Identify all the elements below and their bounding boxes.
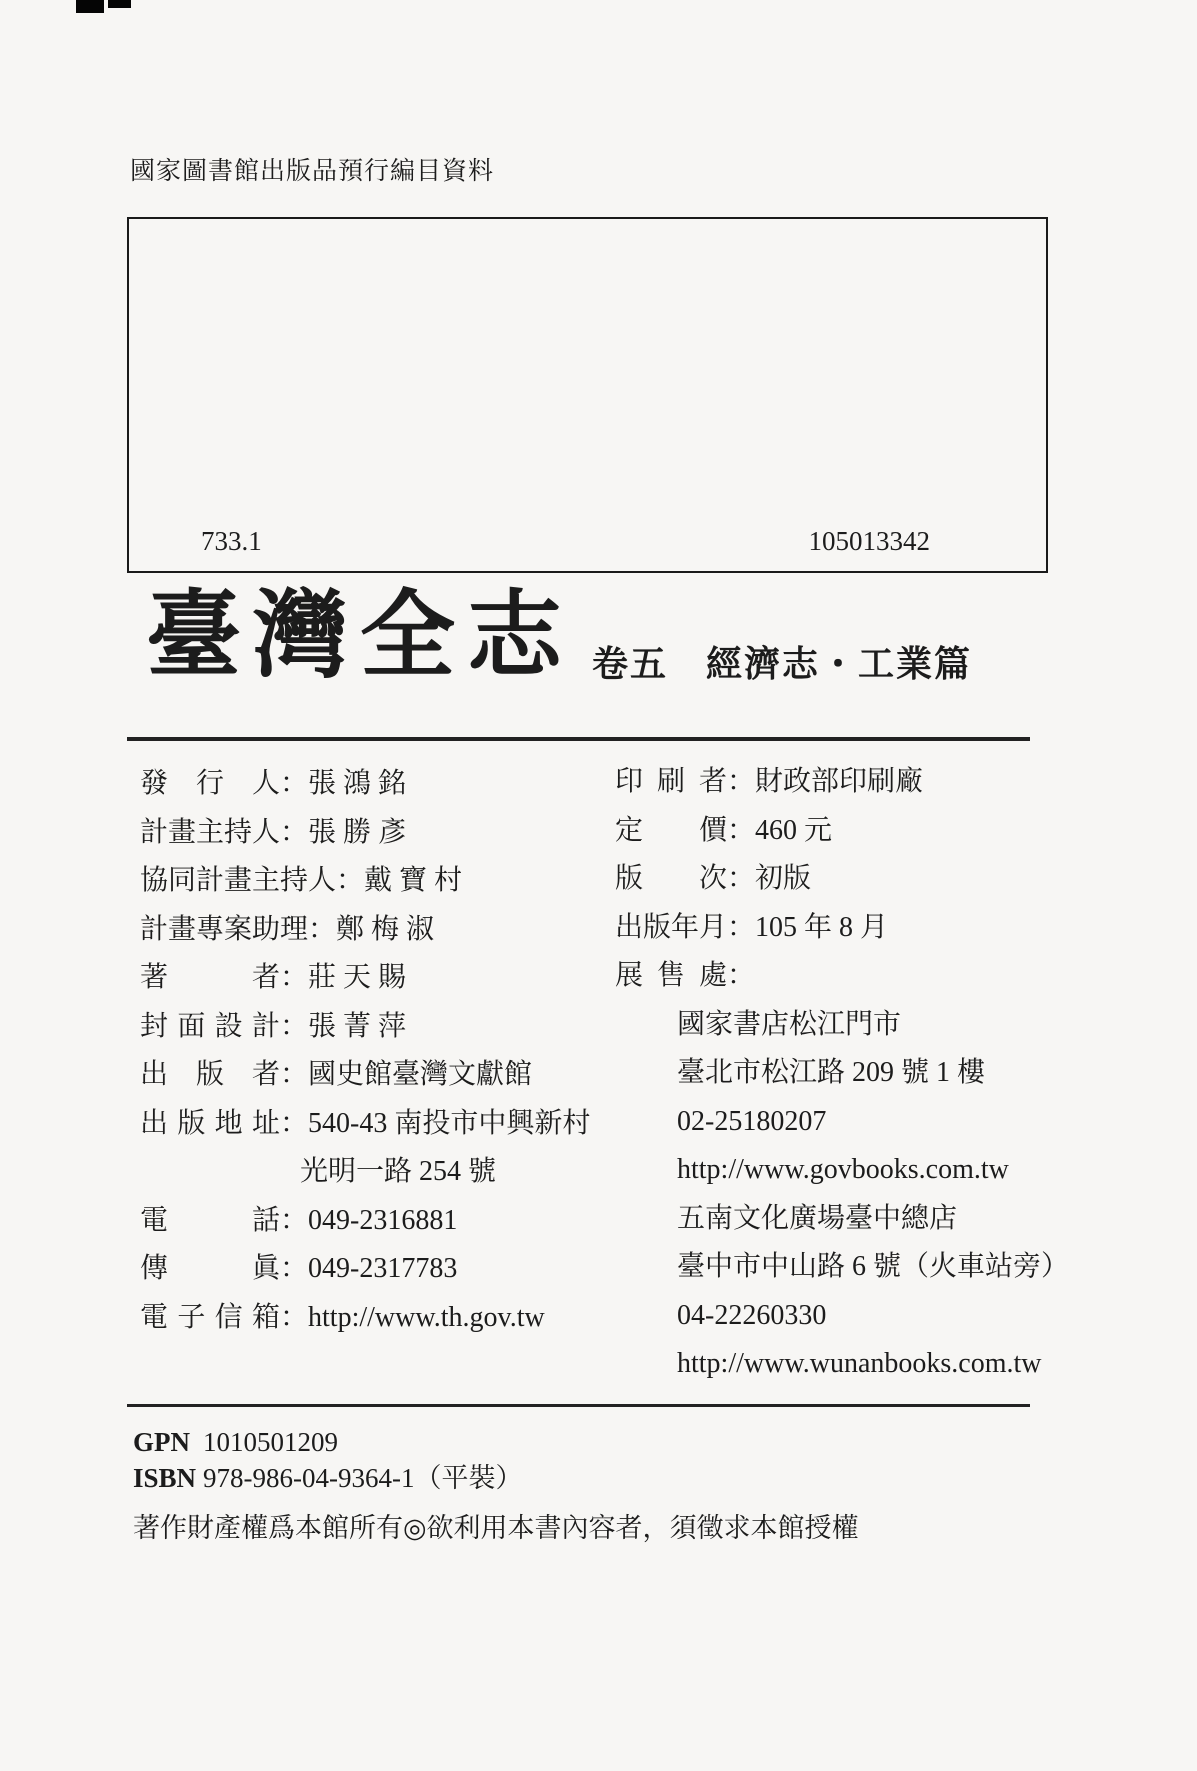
row-value: 張 菁 萍 (308, 1010, 407, 1042)
row-label: 出版地址 (140, 1107, 280, 1139)
row-label: 電子信箱 (140, 1301, 280, 1333)
colophon-row (615, 1146, 1135, 1195)
row-colon: ： (727, 911, 756, 943)
row-colon: ： (280, 816, 309, 848)
row-label: 計畫主持人 (140, 816, 281, 848)
row-colon: ： (280, 768, 309, 799)
colophon-row (140, 1245, 610, 1294)
row-colon: ： (280, 1301, 309, 1333)
colophon-row (140, 954, 610, 1003)
row-value: 02-25180207 (677, 1105, 827, 1137)
row-value: 莊 天 賜 (308, 962, 407, 993)
row-value: 國史館臺灣文獻館 (308, 1059, 533, 1090)
row-value: 戴 寶 村 (364, 865, 463, 896)
gpn-label: GPN (133, 1427, 190, 1457)
row-colon: ： (280, 1253, 309, 1284)
colophon-row (615, 1001, 1135, 1050)
row-value: 臺中市中山路 6 號（火車站旁） (677, 1251, 1070, 1282)
book-subtitle: 卷五 經濟志・工業篇 (592, 644, 973, 684)
row-colon: ： (727, 814, 756, 846)
cip-class-number: 733.1 (201, 526, 262, 556)
row-label: 發行人 (140, 768, 280, 799)
colophon-row (615, 1049, 1135, 1098)
gpn-row (133, 1424, 859, 1460)
row-label: 展售處 (615, 960, 727, 991)
cip-header: 國家圖書館出版品預行編目資料 (130, 158, 495, 185)
row-value: 049-2316881 (308, 1204, 458, 1236)
row-colon: ： (280, 962, 309, 993)
colophon-row (615, 904, 1135, 953)
cip-record-number: 105013342 (808, 526, 930, 556)
row-label: 版次 (615, 863, 727, 894)
colophon-row (615, 1195, 1135, 1244)
row-label: 出版年月 (615, 911, 728, 943)
row-label: 封面設計 (140, 1010, 280, 1042)
scan-artifact (108, 0, 131, 8)
row-colon: ： (280, 1059, 309, 1090)
row-value: 張 勝 彥 (308, 816, 407, 848)
row-colon: ： (727, 960, 756, 991)
row-value: 財政部印刷廠 (755, 766, 924, 797)
row-label: 定價 (615, 814, 727, 846)
row-colon: ： (280, 1010, 309, 1042)
colophon-row (140, 1148, 610, 1197)
row-value: http://www.wunanbooks.com.tw (677, 1348, 1042, 1379)
row-value: 張 鴻 銘 (308, 768, 407, 799)
colophon-row (140, 809, 610, 858)
row-value: 460 元 (755, 814, 833, 846)
colophon-row (615, 807, 1135, 856)
row-value: 光明一路 254 號 (300, 1156, 497, 1187)
footer-divider (127, 1404, 1030, 1407)
isbn-row (133, 1460, 859, 1496)
book-title-calligraphy: 臺灣全志 (146, 580, 575, 691)
colophon-row (615, 1292, 1135, 1341)
row-label: 電話 (140, 1204, 280, 1236)
row-label: 計畫專案助理 (140, 913, 309, 945)
row-value: 04-22260330 (677, 1299, 827, 1331)
row-value: http://www.govbooks.com.tw (677, 1154, 1009, 1185)
row-value: 五南文化廣場臺中總店 (677, 1202, 958, 1234)
isbn-label: ISBN (133, 1463, 197, 1493)
isbn-value: 978-986-04-9364-1（平裝） (203, 1463, 523, 1493)
colophon-row (140, 1003, 610, 1052)
colophon-row (140, 857, 610, 906)
gpn-value: 1010501209 (203, 1427, 338, 1457)
row-colon: ： (336, 865, 365, 896)
colophon-row (140, 1100, 610, 1149)
row-value: 初版 (755, 863, 812, 894)
row-label: 出版者 (140, 1059, 280, 1090)
colophon-row (140, 1051, 610, 1100)
colophon-right-column (615, 758, 1135, 1389)
colophon-row (615, 1098, 1135, 1147)
row-colon: ： (308, 913, 337, 945)
colophon-left-column (140, 760, 610, 1342)
scan-artifact (76, 0, 104, 13)
colophon-row (140, 760, 610, 809)
colophon-row (615, 855, 1135, 904)
row-colon: ： (727, 863, 756, 894)
row-value: 臺北市松江路 209 號 1 樓 (677, 1057, 986, 1088)
title-divider (127, 737, 1030, 741)
row-colon: ： (280, 1204, 309, 1236)
footer-block (133, 1424, 859, 1548)
colophon-row (140, 906, 610, 955)
row-value: http://www.th.gov.tw (308, 1301, 545, 1333)
row-value: 049-2317783 (308, 1253, 458, 1284)
copyright-notice: 著作財產權爲本館所有◎欲利用本書內容者，須徵求本館授權 (133, 1513, 859, 1543)
colophon-row (615, 1340, 1135, 1389)
colophon-row (140, 1294, 610, 1343)
row-colon: ： (280, 1107, 309, 1139)
row-label: 協同計畫主持人 (140, 865, 337, 896)
cip-bottom-row (201, 526, 930, 557)
colophon-row (140, 1197, 610, 1246)
row-colon: ： (727, 766, 756, 797)
row-value: 105 年 8 月 (755, 911, 889, 943)
row-value: 鄭 梅 淑 (336, 913, 435, 945)
colophon-row (615, 952, 1135, 1001)
colophon-row (615, 1243, 1135, 1292)
row-value: 國家書店松江門市 (677, 1008, 902, 1040)
row-value: 540-43 南投市中興新村 (308, 1107, 591, 1139)
cip-box (127, 217, 1048, 573)
row-label: 著者 (140, 962, 280, 993)
row-label: 傳眞 (140, 1253, 280, 1284)
colophon-row (615, 758, 1135, 807)
row-label: 印刷者 (615, 766, 727, 797)
